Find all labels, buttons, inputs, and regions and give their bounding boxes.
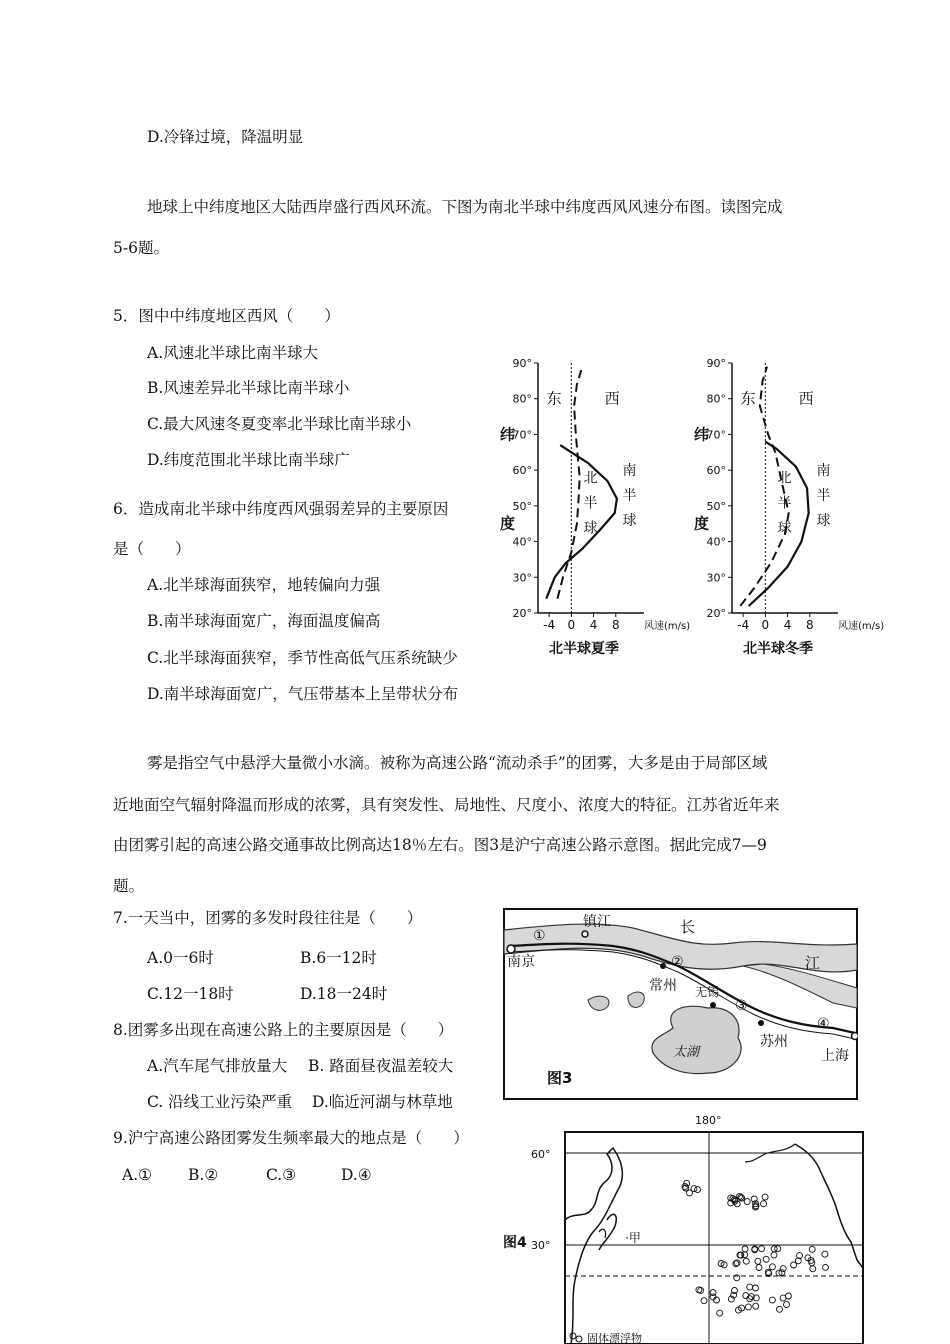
x-tick-label: -4: [543, 618, 556, 632]
intro-fog-line4: 题。: [113, 877, 145, 895]
wuxi-dot: [710, 1002, 716, 1008]
option-d-cold-front: D.冷锋过境，降温明显: [147, 128, 304, 146]
y-tick-label: 80°: [706, 392, 726, 406]
region-label-west: 西: [604, 389, 620, 408]
zhenjiang-dot: [582, 931, 588, 937]
figure-4-caption: 图4: [503, 1235, 527, 1251]
series-south-label-char: 半: [622, 488, 637, 505]
y-tick-label: 50°: [512, 499, 532, 513]
label-chang: 长: [680, 918, 696, 936]
westerly-wind-speed-charts: [490, 345, 885, 665]
question-5-option-c: C.最大风速冬夏变率北半球比南半球小: [147, 415, 412, 433]
label-180: 180°: [695, 1114, 722, 1127]
x-tick-label: 0: [567, 618, 576, 632]
x-axis-label: 风速(m/s): [644, 621, 691, 632]
question-6-option-a: A.北半球海面狭窄，地转偏向力强: [147, 576, 381, 594]
label-30: 30°: [531, 1239, 551, 1252]
question-5-option-a: A.风速北半球比南半球大: [147, 344, 319, 362]
label-wuxi: 无锡: [695, 985, 720, 999]
question-8-option-a: A.汽车尾气排放量大: [147, 1057, 288, 1075]
figure-4-pacific-map: [495, 1110, 875, 1344]
y-axis-label-char: 度: [694, 514, 710, 533]
x-tick-label: 8: [805, 618, 814, 632]
y-axis-label-char: 度: [500, 514, 516, 533]
question-8-option-b: B. 路面昼夜温差较大: [308, 1057, 454, 1075]
question-8-option-c: C. 沿线工业污染严重: [147, 1093, 293, 1111]
series-north-label-char: 球: [583, 520, 598, 537]
intro-fog-line3: 由团雾引起的高速公路交通事故比例高达18％左右。图3是沪宁高速公路示意图。据此完成7—9: [113, 836, 767, 854]
question-9-option-c: C.③: [266, 1166, 297, 1184]
small-lake-2: [628, 992, 644, 1007]
marker-1: ①: [533, 928, 546, 944]
question-6-option-b: B.南半球海面宽广，海面温度偏高: [147, 612, 381, 630]
marker-2: ②: [671, 954, 684, 970]
intro-fog-line1: 雾是指空气中悬浮大量微小水滴。被称为高速公路“流动杀手”的团雾，大多是由于局部区域: [147, 754, 768, 772]
x-tick-label: 4: [589, 618, 598, 632]
y-tick-label: 60°: [512, 464, 532, 478]
label-nanjing: 南京: [507, 954, 535, 970]
y-tick-label: 90°: [512, 357, 532, 370]
y-tick-label: 30°: [706, 571, 726, 585]
y-tick-label: 20°: [706, 607, 726, 620]
changzhou-dot: [660, 963, 666, 969]
y-tick-label: 70°: [512, 428, 532, 442]
series-north-label-char: 北: [777, 470, 792, 487]
y-axis-label-char: 纬: [694, 425, 710, 444]
marker-4: ④: [817, 1016, 830, 1032]
question-8-option-d: D.临近河湖与林草地: [312, 1093, 453, 1111]
region-label-east: 东: [546, 389, 562, 408]
x-tick-label: 8: [611, 618, 620, 632]
question-7-option-b: B.6一12时: [300, 949, 377, 967]
question-6-stem-line2: 是（ ）: [113, 540, 191, 558]
chart-title: 北半球冬季: [743, 641, 813, 657]
y-tick-label: 60°: [706, 464, 726, 478]
label-jia: ·甲: [625, 1231, 641, 1245]
series-south-label-char: 球: [816, 513, 831, 530]
series-north-label-char: 球: [777, 520, 792, 537]
y-tick-label: 50°: [706, 499, 726, 513]
question-7-option-a: A.0一6时: [147, 949, 214, 967]
intro-fog-line2: 近地面空气辐射降温而形成的浓雾，具有突发性、局地性、尺度小、浓度大的特征。江苏省近年来: [113, 796, 780, 814]
question-9-option-d: D.④: [341, 1166, 372, 1184]
series-south-line: [546, 445, 617, 599]
series-south-label-char: 半: [816, 488, 831, 505]
question-9-option-a: A.①: [122, 1166, 153, 1184]
chart-northern-summer: [500, 357, 690, 657]
map-frame: [565, 1132, 863, 1344]
label-changzhou: 常州: [649, 978, 677, 994]
series-north-label-char: 北: [583, 470, 598, 487]
question-7-option-d: D.18一24时: [300, 985, 388, 1003]
question-5-option-b: B.风速差异北半球比南半球小: [147, 379, 350, 397]
y-tick-label: 70°: [706, 428, 726, 442]
question-9-option-b: B.②: [188, 1166, 219, 1184]
y-tick-label: 40°: [512, 535, 532, 549]
region-label-east: 东: [740, 389, 756, 408]
question-5-option-d: D.纬度范围北半球比南半球广: [147, 451, 350, 469]
x-tick-label: -4: [737, 618, 750, 632]
label-60: 60°: [531, 1148, 551, 1161]
x-axis-label: 风速(m/s): [838, 621, 885, 632]
question-6-stem-line1: 6．造成南北半球中纬度西风强弱差异的主要原因: [113, 500, 449, 518]
series-south-label-char: 南: [816, 463, 831, 480]
chart-northern-winter: [694, 357, 884, 657]
question-7-option-c: C.12一18时: [147, 985, 234, 1003]
question-9-stem: 9.沪宁高速公路团雾发生频率最大的地点是（ ）: [113, 1129, 469, 1147]
label-suzhou: 苏州: [760, 1034, 788, 1050]
series-north-label-char: 半: [777, 495, 792, 512]
label-zhenjiang: 镇江: [583, 914, 611, 930]
series-south-label-char: 南: [622, 463, 637, 480]
question-6-option-d: D.南半球海面宽广，气压带基本上呈带状分布: [147, 685, 459, 703]
figure-3-expressway-map: [503, 908, 858, 1100]
y-tick-label: 30°: [512, 571, 532, 585]
label-shanghai: 上海: [821, 1048, 849, 1064]
y-tick-label: 90°: [706, 357, 726, 370]
question-7-stem: 7.一天当中，团雾的多发时段往往是（ ）: [113, 909, 423, 927]
x-tick-label: 0: [761, 618, 770, 632]
marker-3: ③: [735, 998, 748, 1014]
y-tick-label: 20°: [512, 607, 532, 620]
y-tick-label: 40°: [706, 535, 726, 549]
x-tick-label: 4: [783, 618, 792, 632]
label-jiang: 江: [805, 954, 821, 972]
question-8-stem: 8.团雾多出现在高速公路上的主要原因是（ ）: [113, 1021, 454, 1039]
shanghai-dot: [852, 1033, 859, 1040]
figure-3-caption: 图3: [547, 1069, 573, 1087]
intro-westerlies-line2: 5-6题。: [113, 239, 169, 257]
region-label-west: 西: [798, 389, 814, 408]
nanjing-dot: [507, 945, 515, 953]
intro-westerlies-line1: 地球上中纬度地区大陆西岸盛行西风环流。下图为南北半球中纬度西风风速分布图。读图完成: [147, 198, 783, 216]
question-5-stem: 5．图中中纬度地区西风（ ）: [113, 307, 340, 325]
y-tick-label: 80°: [512, 392, 532, 406]
question-6-option-c: C.北半球海面狭窄，季节性高低气压系统缺少: [147, 649, 458, 667]
series-south-label-char: 球: [622, 513, 637, 530]
series-north-label-char: 半: [583, 495, 598, 512]
suzhou-dot: [758, 1020, 764, 1026]
legend-debris-label: 固体漂浮物: [587, 1332, 642, 1344]
label-taihu: 太湖: [673, 1045, 700, 1060]
chart-title: 北半球夏季: [549, 641, 619, 657]
y-axis-label-char: 纬: [500, 425, 516, 444]
